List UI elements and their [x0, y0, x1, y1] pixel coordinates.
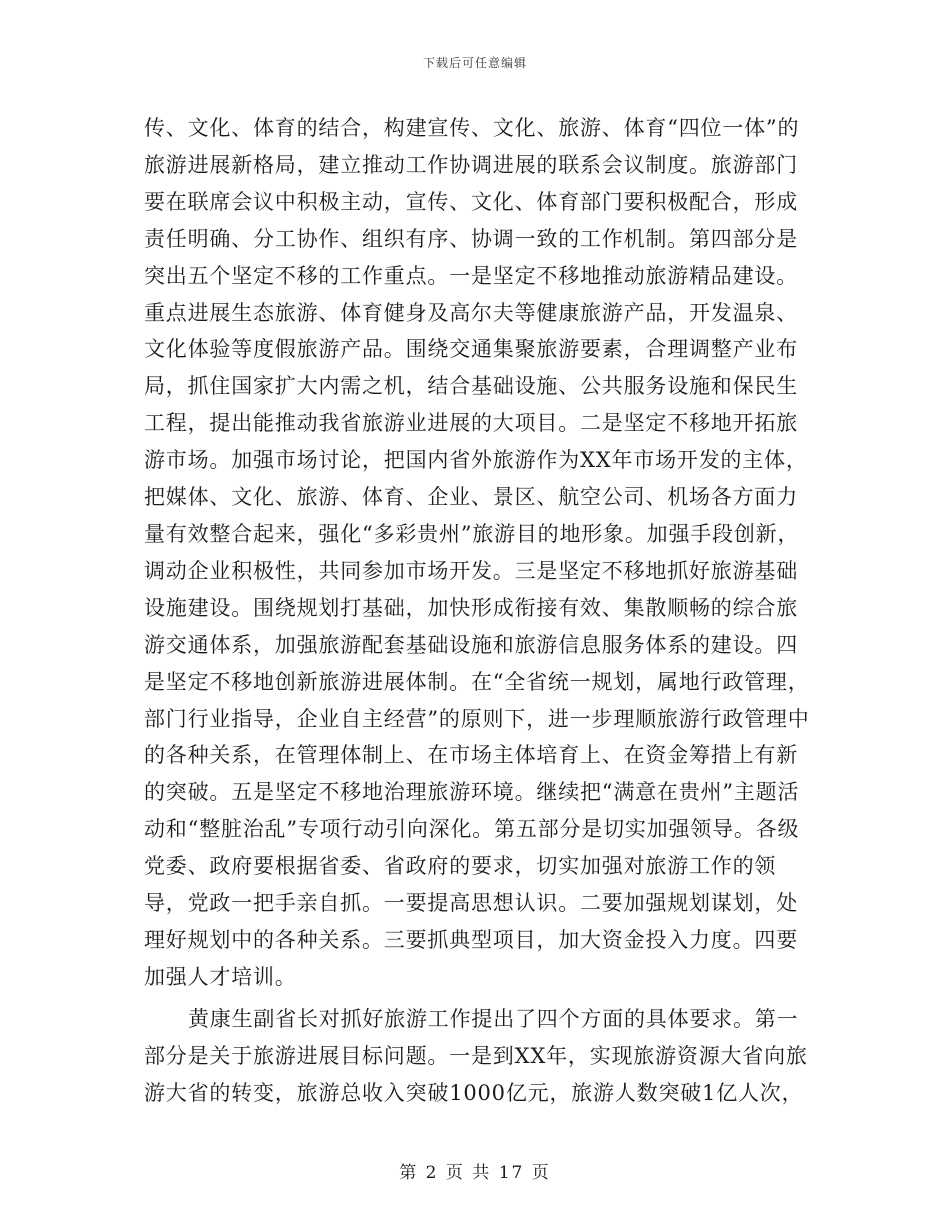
- body-paragraph-1: 传、文化、体育的结合，构建宣传、文化、旅游、体育“四位一体”的旅游进展新格局，建立推动工作协调进展的联系会议制度。旅游部门要在联席会议中积极主动，宣传、文化、体育部门要积极配合，形成责任明确、分工协作、组织有序、协调一致的工作机制。第四部分是突出五个坚定不移的工作重点。一是坚定不移地推动旅游精品建设。重点进展生态旅游、体育健身及高尔夫等健康旅游产品，开发温泉、文化体验等度假旅游产品。围绕交通集聚旅游要素，合理调整产业布局，抓住国家扩大内需之机，结合基础设施、公共服务设施和保民生工程，提出能推动我省旅游业进展的大项目。二是坚定不移地开拓旅游市场。加强市场讨论，把国内省外旅游作为XX年市场开发的主体，把媒体、文化、旅游、体育、企业、景区、航空公司、机场各方面力量有效整合起来，强化“多彩贵州”旅游目的地形象。加强手段创新，调动企业积极性，共同参加市场开发。三是坚定不移地抓好旅游基础设施建设。围绕规划打基础，加快形成衔接有效、集散顺畅的综合旅游交通体系，加强旅游配套基础设施和旅游信息服务体系的建设。四是坚定不移地创新旅游进展体制。在“全省统一规划，属地行政管理，部门行业指导，企业自主经营”的原则下，进一步理顺旅游行政管理中的各种关系，在管理体制上、在市场主体培育上、在资金筹措上有新的突破。五是坚定不移地治理旅游环境。继续把“满意在贵州”主题活动和“整脏治乱”专项行动引向深化。第五部分是切实加强领导。各级党委、政府要根据省委、省政府的要求，切实加强对旅游工作的领导，党政一把手亲自抓。一要提高思想认识。二要加强规划谋划，处理好规划中的各种关系。三要抓典型项目，加大资金投入力度。四要加强人才培训。: [144, 116, 810, 989]
- page-number-footer: 第 2 页 共 17 页: [399, 1163, 551, 1183]
- body-paragraph-2: 黄康生副省长对抓好旅游工作提出了四个方面的具体要求。第一部分是关于旅游进展目标问题。一是到XX年，实现旅游资源大省向旅游大省的转变，旅游总收入突破1000亿元，旅游人数突破1亿人次，: [144, 1006, 808, 1105]
- document-body: [144, 110, 812, 1111]
- page-header-note: 下载后可任意编辑: [422, 56, 527, 70]
